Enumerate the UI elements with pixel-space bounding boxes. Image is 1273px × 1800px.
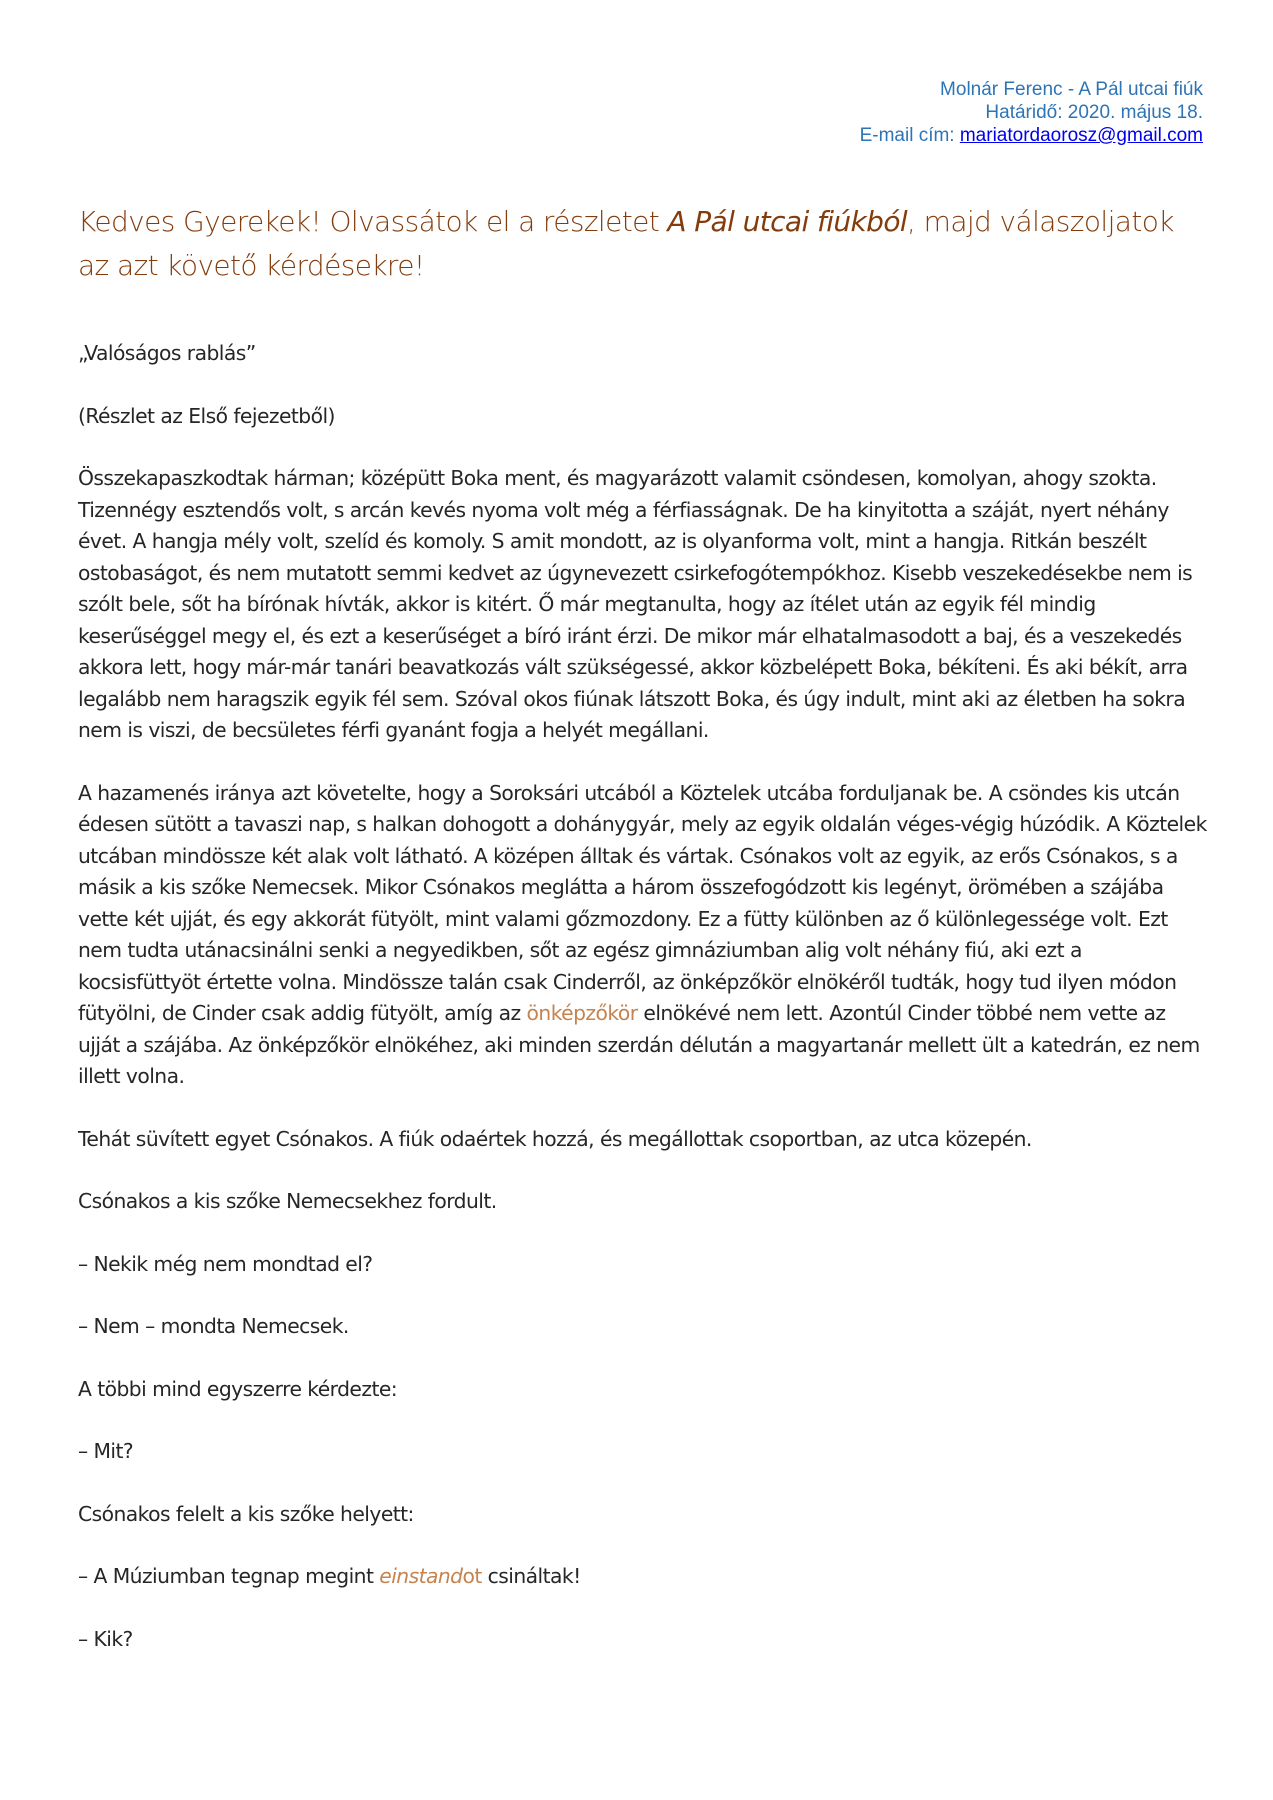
paragraph-5: A többi mind egyszerre kérdezte: <box>78 1376 398 1401</box>
dialogue-line-4 <box>78 1561 1208 1593</box>
paragraph-1: Összekapaszkodtak hárman; középütt Boka ment, és magyarázott valamit csöndesen, komolyan, ahogy szokta. Tizennégy esztendős volt, s arcán kevés nyoma volt még a férfiasságnak. De ha kinyitotta a száját, nyert néhány évet. A hangja mély volt, szelíd és komoly. S amit mondott, az is olyanforma volt, mint a hangja. Ritkán beszélt ostobaságot, és nem mutatott semmi kedvet az úgynevezett csirkefogótempókhoz. Kisebb veszekedésekbe nem is szólt bele, sőt ha bírónak hívták, akkor is kitért. Ő már megtanulta, hogy az ítélet után az egyik fél mindig keserűséggel megy el, és ezt a keserűséget a bíró iránt érzi. De mikor már elhatalmasodott a baj, és a veszekedés akkora lett, hogy már-már tanári beavatkozás vált szükségessé, akkor közbelépett Boka, békíteni. És aki békít, arra legalább nem haragszik egyik fél sem. Szóval okos fiúnak látszott Boka, és úgy indult, mint aki az életben ha sokra nem is viszi, de becsületes férfi gyanánt fogja a helyét megállani. <box>78 466 1193 742</box>
excerpt-title: „Valóságos rablás” <box>78 341 256 365</box>
dialogue-line-1: – Nekik még nem mondtad el? <box>78 1251 373 1276</box>
email-link[interactable]: mariatordaorosz@gmail.com <box>959 125 1203 146</box>
excerpt-source: (Részlet az Első fejezetből) <box>78 403 335 428</box>
intro-text-start: Kedves Gyerekek! Olvassátok el a részletet <box>78 205 668 238</box>
dialogue-line-2: – Nem – mondta Nemecsek. <box>78 1314 349 1338</box>
dialogue-line-3: – Mit? <box>78 1439 134 1463</box>
excerpt-body <box>78 338 1208 1686</box>
paragraph-2-end: elnökévé nem lett. Azontúl Cinder többé nem vette az ujját a szájába. Az önképzőkör elnökéhez, aki minden szerdán délután a magyartanár mellett ült a katedrán, ez nem illett volna. <box>78 1001 1200 1088</box>
document-header <box>860 78 1203 147</box>
header-author-title: Molnár Ferenc - A Pál utcai fiúk <box>940 79 1203 100</box>
intro-text-end: , majd válaszoljatok az azt követő kérdésekre! <box>78 205 1174 282</box>
highlighted-term-einstand: einstand <box>379 1564 463 1588</box>
highlighted-term-onkepzokor: önképzőkör <box>526 1001 638 1025</box>
email-label: E-mail cím: <box>859 125 960 146</box>
intro-book-title: A Pál utcai fiúkból <box>667 205 908 238</box>
header-email-line <box>860 124 1203 147</box>
dialogue-4-end: csináltak! <box>481 1564 581 1588</box>
dialogue-line-5: – Kik? <box>78 1626 133 1651</box>
paragraph-6: Csónakos felelt a kis szőke helyett: <box>78 1501 414 1526</box>
highlighted-suffix: ot <box>462 1564 482 1588</box>
paragraph-4: Csónakos a kis szőke Nemecsekhez fordult. <box>78 1189 497 1213</box>
paragraph-2 <box>78 778 1208 1093</box>
paragraph-2-start: A hazamenés iránya azt követelte, hogy a Soroksári utcából a Köztelek utcába forduljanak be. A csöndes kis utcán édesen sütött a tavaszi nap, s halkan dohogott a dohánygyár, mely az egyik oldalán véges-végig húzódik. A Köztelek utcában mindössze két alak volt látható. A középen álltak és vártak. Csónakos volt az egyik, az erős Csónakos, s a másik a kis szőke Nemecsek. Mikor Csónakos meglátta a három összefogódzott kis legényt, örömében a szájába vette két ujját, és egy akkorát fütyölt, mint valami gőzmozdony. Ez a fütty különben az ő különlegessége volt. Ezt nem tudta utánacsinálni senki a negyedikben, sőt az egész gimnáziumban alig volt néhány fiú, aki ezt a kocsisfüttyöt értette volna. Mindössze talán csak Cinderről, az önképzőkör elnökéről tudták, hogy tud ilyen módon fütyölni, de Cinder csak addig fütyölt, amíg az <box>78 780 1207 1025</box>
intro-instruction <box>78 200 1198 288</box>
paragraph-3: Tehát süvített egyet Csónakos. A fiúk odaértek hozzá, és megállottak csoportban, az utca közepén. <box>78 1126 1032 1151</box>
dialogue-4-start: – A Múziumban tegnap megint <box>78 1564 380 1588</box>
header-deadline: Határidő: 2020. május 18. <box>985 102 1203 123</box>
